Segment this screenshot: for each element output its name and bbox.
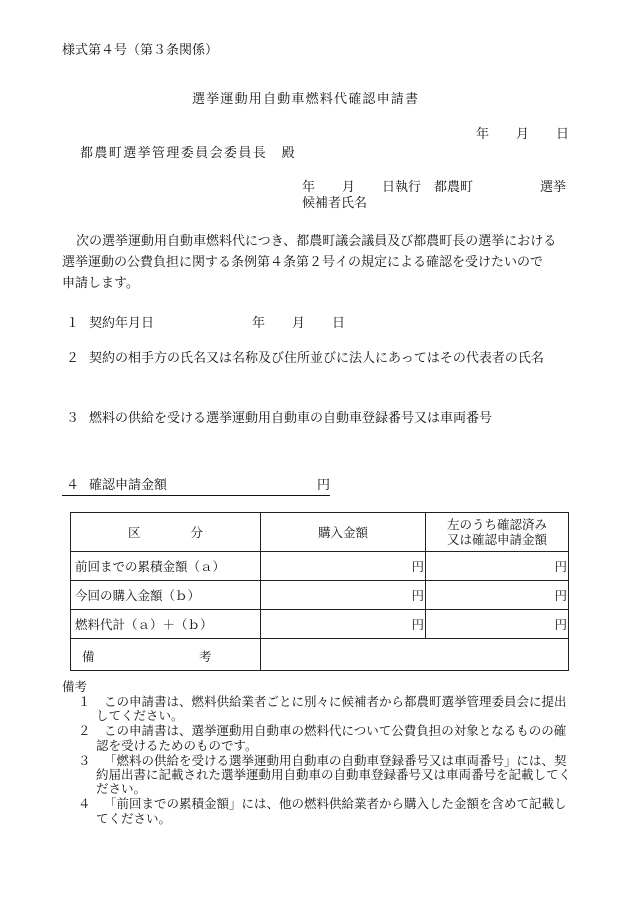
election-month-label: 月 bbox=[342, 180, 356, 195]
header-category: 区 分 bbox=[71, 513, 261, 552]
candidate-name-label: 候補者氏名 bbox=[302, 196, 368, 211]
table-row bbox=[71, 581, 569, 610]
confirmed-amount-cell[interactable]: 円 bbox=[426, 610, 569, 639]
remarks-label-left: 備 bbox=[82, 649, 95, 664]
contract-year-label: 年 bbox=[252, 316, 266, 331]
notes-heading: 備考 bbox=[62, 679, 88, 694]
note-text: この申請書は、燃料供給業者ごとに別々に候補者から都農町選挙管理委員会に提出してください。 bbox=[96, 694, 567, 724]
request-line-1: 次の選挙運動用自動車燃料代につき、都農町議会議員及び都農町長の選挙における bbox=[76, 234, 557, 249]
election-type-label: 選挙 bbox=[540, 180, 567, 195]
requested-amount-field[interactable] bbox=[62, 478, 330, 496]
remarks-label-right: 考 bbox=[199, 649, 212, 664]
purchase-amount-cell[interactable]: 円 bbox=[261, 610, 426, 639]
contract-day-label: 日 bbox=[332, 316, 346, 331]
table-row bbox=[71, 610, 569, 639]
note-item bbox=[62, 695, 574, 723]
notes-section bbox=[62, 679, 574, 826]
purchase-amount-cell[interactable]: 円 bbox=[261, 581, 426, 610]
request-line-3: 申請します。 bbox=[62, 276, 139, 291]
note-item bbox=[62, 797, 574, 825]
addressee: 都農町選挙管理委員会委員長 殿 bbox=[80, 146, 297, 161]
table-row bbox=[71, 552, 569, 581]
confirmed-amount-cell[interactable]: 円 bbox=[426, 581, 569, 610]
form-number: 様式第４号（第３条関係） bbox=[62, 43, 219, 58]
note-text: 「前回までの累積金額」には、他の燃料供給業者から購入した金額を含めて記載してください。 bbox=[96, 796, 567, 826]
amount-table bbox=[70, 512, 569, 671]
request-line-2: 選挙運動の公費負担に関する条例第４条第２号イの規定による確認を受けたいので bbox=[62, 255, 544, 270]
item-label: 燃料の供給を受ける選挙運動用自動車の自動車登録番号又は車両番号 bbox=[89, 411, 493, 426]
row-label: 今回の購入金額（ｂ） bbox=[71, 581, 261, 610]
note-number: ４ bbox=[78, 796, 91, 812]
row-label: 前回までの累積金額（ａ） bbox=[71, 552, 261, 581]
note-item bbox=[62, 754, 574, 797]
item-number: １ bbox=[66, 316, 80, 331]
table-header-row bbox=[71, 513, 569, 552]
remarks-row bbox=[71, 639, 569, 671]
item-number: ２ bbox=[66, 351, 80, 366]
document-title: 選挙運動用自動車燃料代確認申請書 bbox=[192, 92, 420, 107]
remarks-cell[interactable] bbox=[261, 639, 569, 671]
confirmed-amount-cell[interactable]: 円 bbox=[426, 552, 569, 581]
election-day-exec-label: 日執行 bbox=[382, 180, 422, 195]
header-confirmed-amount bbox=[426, 513, 569, 552]
date-month-label: 月 bbox=[516, 127, 530, 142]
date-day-label: 日 bbox=[556, 127, 570, 142]
note-item bbox=[62, 724, 574, 752]
item-label: 契約の相手方の氏名又は名称及び住所並びに法人にあってはその代表者の氏名 bbox=[89, 351, 544, 366]
request-statement bbox=[62, 231, 572, 294]
contract-month-label: 月 bbox=[292, 316, 306, 331]
purchase-amount-cell[interactable]: 円 bbox=[261, 552, 426, 581]
item-label: 契約年月日 bbox=[89, 316, 155, 331]
requested-amount-label: 確認申請金額 bbox=[89, 478, 168, 493]
note-number: ３ bbox=[78, 752, 91, 768]
row-label: 燃料代計（ａ）＋（ｂ） bbox=[71, 610, 261, 639]
remarks-label-cell bbox=[71, 639, 261, 671]
note-text: 「燃料の供給を受ける選挙運動用自動車の自動車登録番号又は車両番号」には、契約届出書に記載された選挙運動用自動車の自動車登録番号又は車両番号を記載してください。 bbox=[96, 752, 572, 797]
item-number: ３ bbox=[66, 411, 80, 426]
header-confirmed-line-1: 左のうち確認済み bbox=[446, 517, 547, 532]
election-town-label: 都農町 bbox=[434, 180, 474, 195]
header-purchase-amount: 購入金額 bbox=[261, 513, 426, 552]
note-number: １ bbox=[78, 694, 91, 709]
note-number: ２ bbox=[78, 723, 91, 739]
date-year-label: 年 bbox=[476, 127, 490, 142]
item-number: ４ bbox=[66, 478, 80, 493]
note-text: この申請書は、選挙運動用自動車の燃料代について公費負担の対象となるものの確認を受けるためのものです。 bbox=[96, 723, 567, 753]
yen-unit: 円 bbox=[316, 478, 330, 493]
header-confirmed-line-2: 又は確認申請金額 bbox=[446, 532, 547, 547]
election-year-label: 年 bbox=[302, 180, 316, 195]
